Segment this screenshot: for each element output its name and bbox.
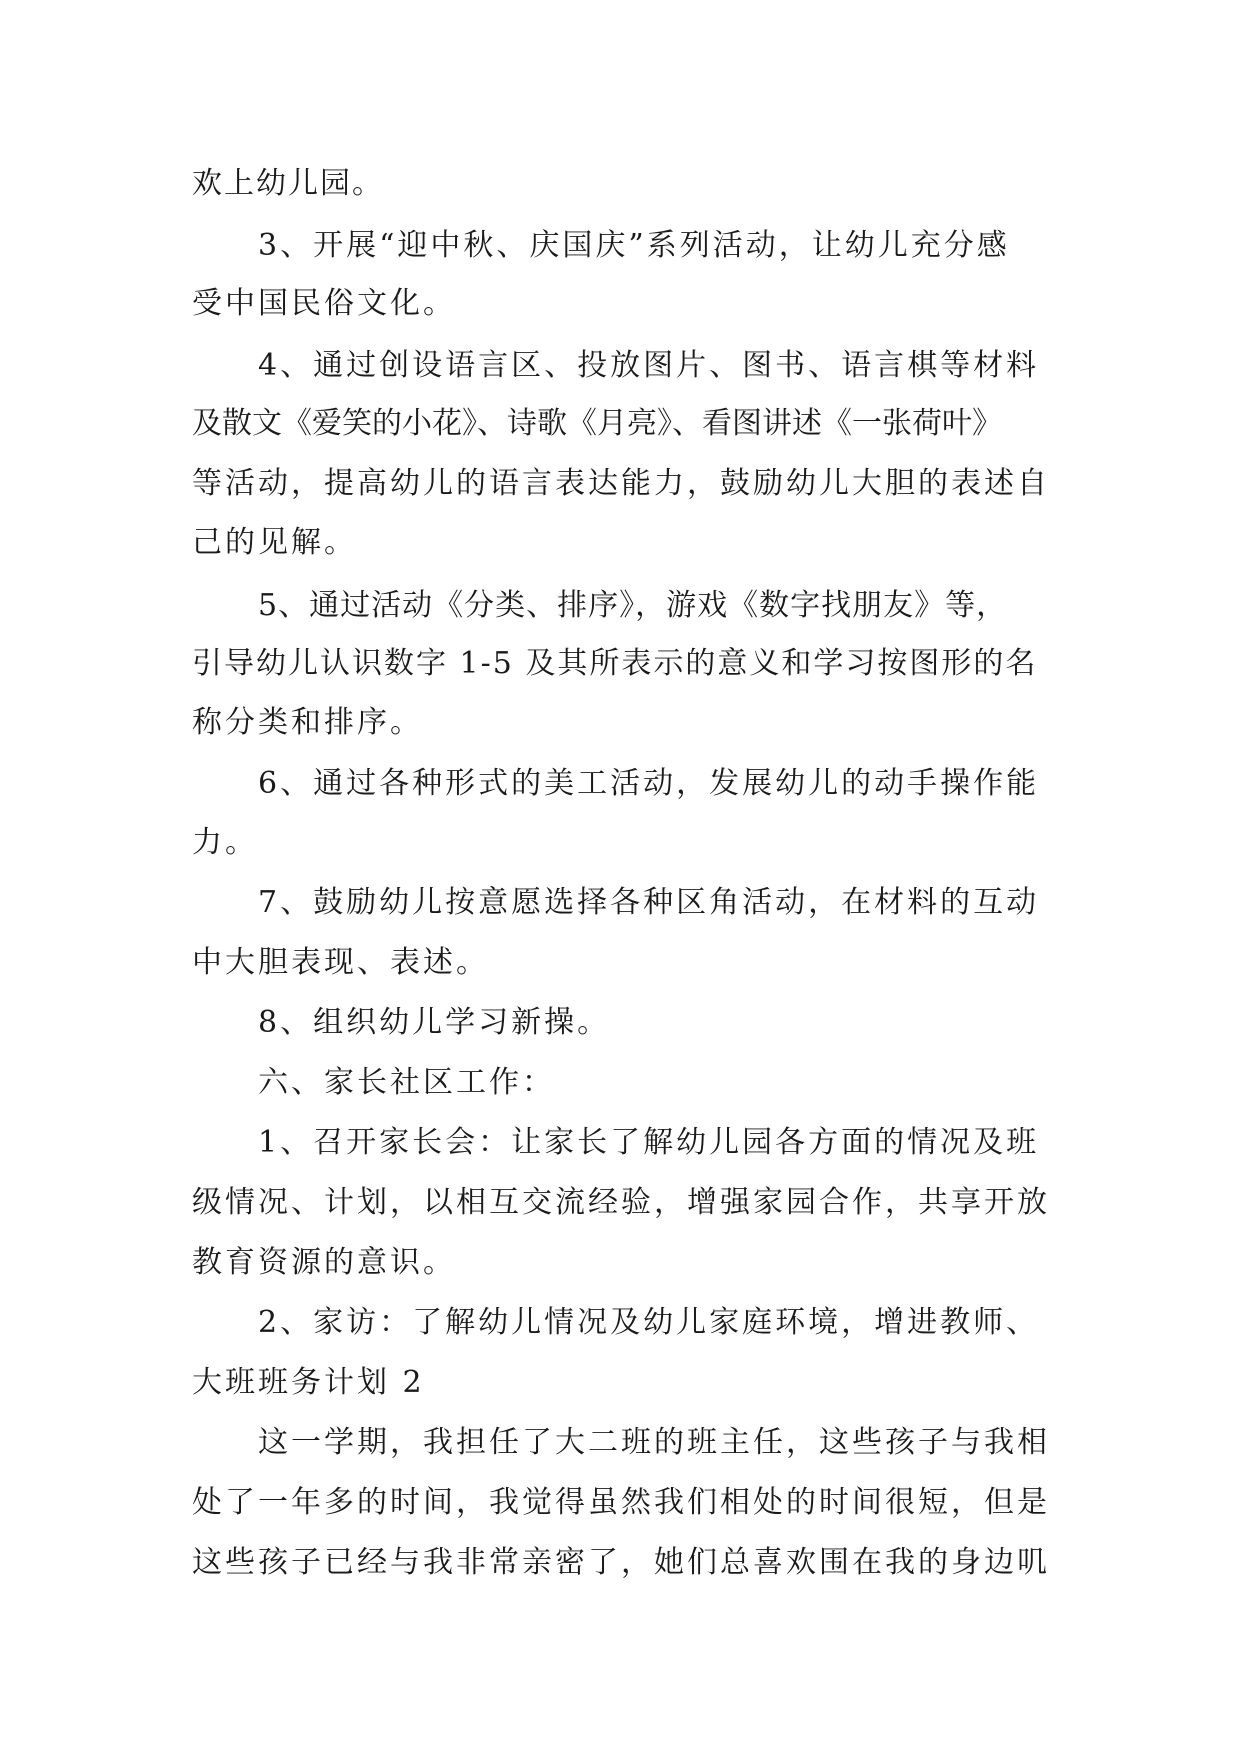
text-line: 力。 — [192, 825, 258, 860]
text-line: 教育资源的意识。 — [192, 1245, 456, 1280]
document-title: 大班班务计划 2 — [192, 1365, 425, 1400]
text-line: 引导幼儿认识数字 1-5 及其所表示的意义和学习按图形的名 — [192, 646, 1038, 681]
text-line: 2、家访：了解幼儿情况及幼儿家庭环境，增进教师、 — [258, 1305, 1040, 1340]
text-line: 称分类和排序。 — [192, 705, 423, 740]
text-line: 这些孩子已经与我非常亲密了，她们总喜欢围在我的身边叽 — [192, 1545, 1050, 1580]
text-line: 8、组织幼儿学习新操。 — [258, 1005, 611, 1040]
text-line: 5、通过活动《分类、排序》，游戏《数字找朋友》等， — [258, 588, 1008, 623]
text-line: 3、开展“迎中秋、庆国庆”系列活动，让幼儿充分感 — [258, 228, 1010, 263]
text-line: 1、召开家长会：让家长了解幼儿园各方面的情况及班 — [258, 1125, 1040, 1160]
text-line: 等活动，提高幼儿的语言表达能力，鼓励幼儿大胆的表述自 — [192, 466, 1050, 501]
text-line: 级情况、计划，以相互交流经验，增强家园合作，共享开放 — [192, 1185, 1050, 1220]
text-line: 4、通过创设语言区、投放图片、图书、语言棋等材料 — [258, 348, 1040, 383]
text-line: 及散文《爱笑的小花》、诗歌《月亮》、看图讲述《一张荷叶》 — [192, 406, 1002, 441]
text-line: 6、通过各种形式的美工活动，发展幼儿的动手操作能 — [258, 766, 1040, 801]
text-line: 处了一年多的时间，我觉得虽然我们相处的时间很短，但是 — [192, 1485, 1050, 1520]
text-line: 欢上幼儿园。 — [192, 166, 384, 201]
text-line: 中大胆表现、表述。 — [192, 945, 489, 980]
section-heading: 六、家长社区工作： — [258, 1065, 555, 1100]
text-line: 己的见解。 — [192, 525, 357, 560]
text-line: 7、鼓励幼儿按意愿选择各种区角活动，在材料的互动 — [258, 885, 1040, 920]
text-line: 这一学期，我担任了大二班的班主任，这些孩子与我相 — [258, 1425, 1050, 1460]
text-line: 受中国民俗文化。 — [192, 286, 456, 321]
